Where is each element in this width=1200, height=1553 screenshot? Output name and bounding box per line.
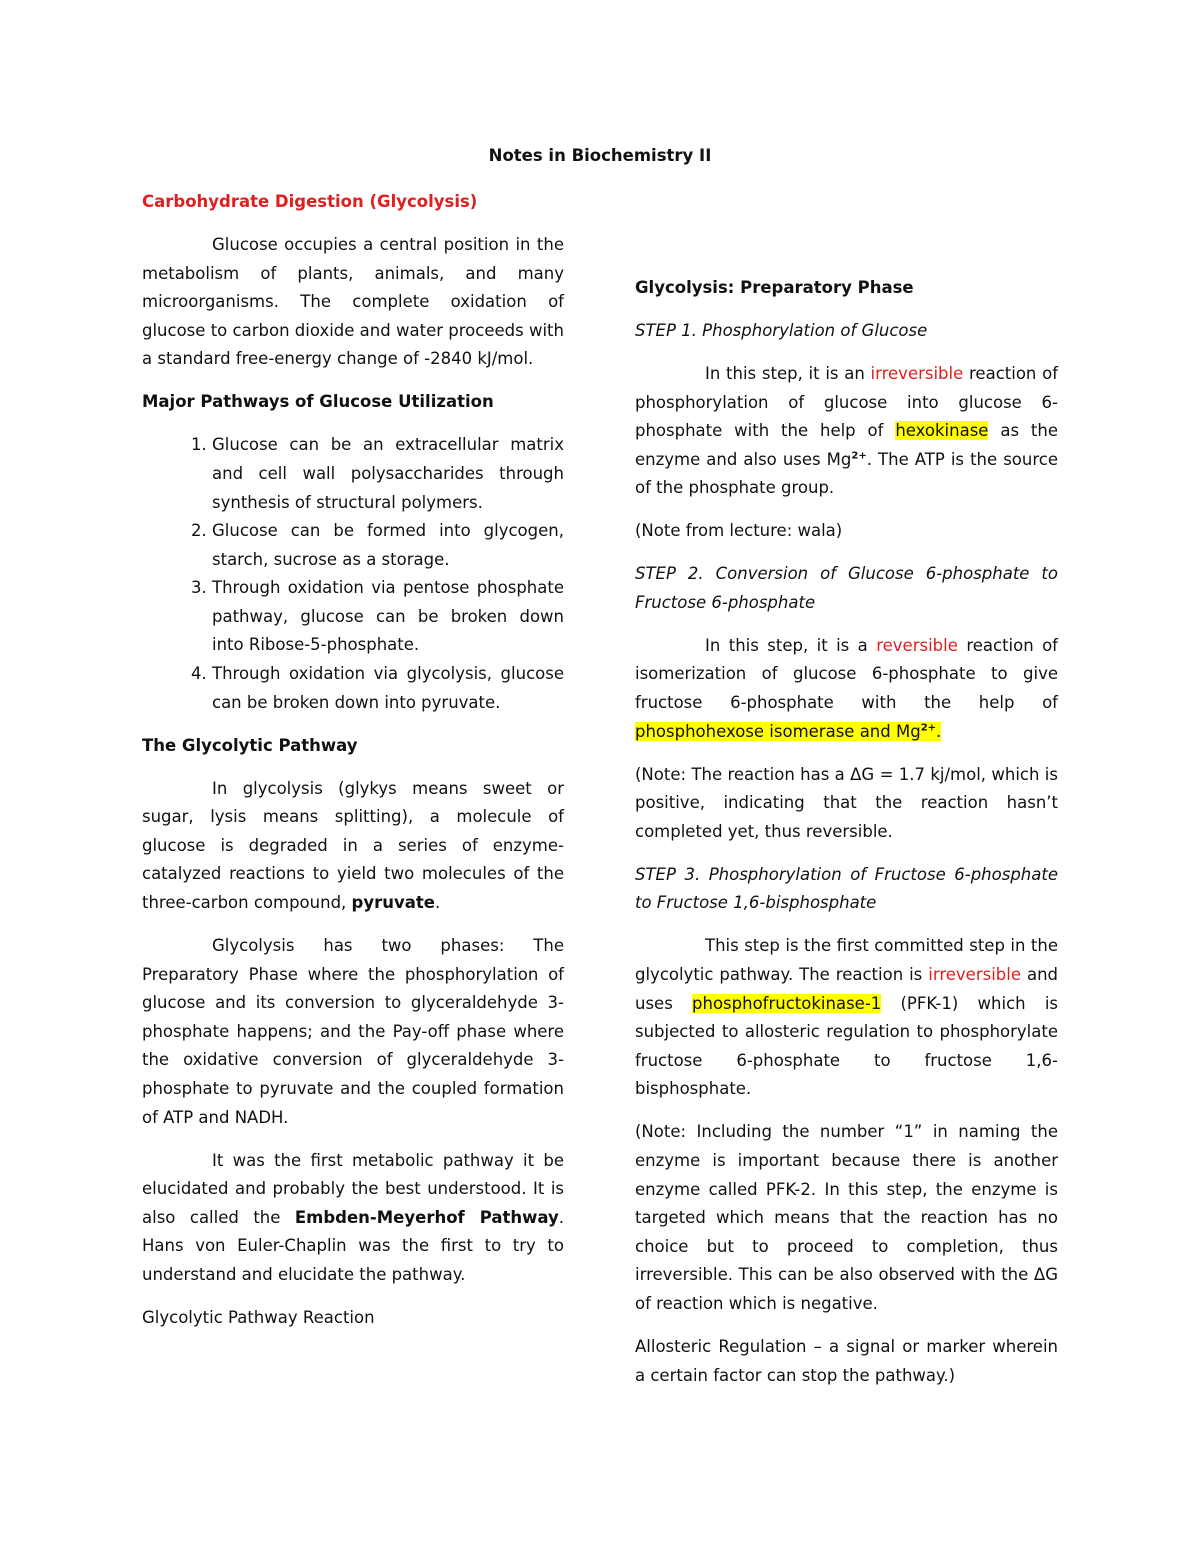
paragraph-end: . bbox=[434, 893, 441, 913]
history-paragraph bbox=[142, 1147, 564, 1290]
superscript: 2+ bbox=[920, 722, 937, 734]
step1-paragraph bbox=[635, 360, 1058, 503]
highlighted-term: hexokinase bbox=[895, 421, 989, 441]
major-pathways-list bbox=[142, 431, 564, 717]
major-pathways-heading: Major Pathways of Glucose Utilization bbox=[142, 392, 494, 412]
paragraph-text: reaction of isomerization of glucose 6-phosphate to give fructose 6-phosphate with the help of bbox=[635, 635, 1058, 713]
glycolytic-pathway-heading: The Glycolytic Pathway bbox=[142, 735, 358, 755]
step2-note: (Note: The reaction has a ΔG = 1.7 kj/mol, which is positive, indicating that the reaction hasn’t completed yet, thus reversible. bbox=[635, 764, 1058, 841]
allosteric-regulation-note: Allosteric Regulation – a signal or marker wherein a certain factor can stop the pathway.) bbox=[635, 1336, 1058, 1385]
paragraph-text: In this step, it is an bbox=[705, 363, 865, 383]
highlighted-term bbox=[635, 722, 941, 741]
list-item: 4. Through oxidation via glycolysis, glucose can be broken down into pyruvate. bbox=[212, 660, 564, 717]
list-item: 1. Glucose can be an extracellular matrix and cell wall polysaccharides through synthesis of structural polymers. bbox=[212, 431, 564, 517]
step3-title: STEP 3. Phosphorylation of Fructose 6-phosphate to Fructose 1,6-bisphosphate bbox=[635, 864, 1058, 913]
paragraph-text: It was the first metabolic pathway it be elucidated and probably the best understood. It is also called the bbox=[142, 1150, 564, 1227]
glycolysis-definition-paragraph bbox=[142, 775, 564, 918]
step3-note: (Note: Including the number “1” in naming the enzyme is important because there is another enzyme called PFK-2. In this step, the enzyme is targeted which means that the reaction has no choice but to proceed to completion, thus irreversible. This can be also observed with the ΔG of reaction which is negative. bbox=[635, 1122, 1058, 1313]
glycolysis-phases-paragraph: Glycolysis has two phases: The Preparatory Phase where the phosphorylation of glucose and its conversion to glyceraldehyde 3-phosphate happens; and the Pay-off phase where the oxidative conversion of glyceraldehyde 3-phosphate to pyruvate and the coupled formation of ATP and NADH. bbox=[142, 936, 564, 1127]
preparatory-phase-heading: Glycolysis: Preparatory Phase bbox=[635, 278, 914, 297]
red-term: reversible bbox=[876, 635, 958, 655]
list-item: 2. Glucose can be formed into glycogen, starch, sucrose as a storage. bbox=[212, 517, 564, 574]
paragraph-text: (PFK-1) which is subjected to allosteric regulation to phosphorylate fructose 6-phosphate to fructose 1,6-bisphosphate. bbox=[635, 993, 1059, 1099]
paragraph-text: and uses bbox=[635, 965, 1059, 1013]
paragraph-text: In this step, it is a bbox=[705, 635, 868, 655]
red-term: irreversible bbox=[870, 363, 964, 383]
paragraph-end: . The ATP is the source of the phosphate group. bbox=[635, 449, 1058, 498]
superscript: 2+ bbox=[851, 450, 867, 462]
highlighted-text: phosphohexose isomerase and Mg bbox=[635, 721, 921, 741]
step1-title: STEP 1. Phosphorylation of Glucose bbox=[635, 320, 928, 340]
left-column bbox=[142, 188, 564, 1333]
section-heading: Carbohydrate Digestion (Glycolysis) bbox=[142, 192, 478, 211]
step3-paragraph bbox=[635, 932, 1058, 1104]
step2-paragraph bbox=[635, 632, 1058, 746]
bold-term: pyruvate bbox=[351, 893, 435, 913]
paragraph-text: This step is the first committed step in the glycolytic pathway. The reaction is bbox=[635, 936, 1058, 984]
step2-title: STEP 2. Conversion of Glucose 6-phosphate to Fructose 6-phosphate bbox=[635, 564, 1058, 612]
paragraph-text: as the enzyme and also uses Mg bbox=[635, 421, 1059, 469]
reaction-label: Glycolytic Pathway Reaction bbox=[142, 1307, 375, 1327]
paragraph-text: reaction of phosphorylation of glucose into glucose 6-phosphate with the help of bbox=[635, 363, 1059, 441]
right-column bbox=[635, 274, 1058, 1390]
list-item: 3. Through oxidation via pentose phosphate pathway, glucose can be broken down into Ribose-5-phosphate. bbox=[212, 574, 564, 660]
step1-note: (Note from lecture: wala) bbox=[635, 521, 843, 541]
highlighted-end: . bbox=[936, 721, 942, 741]
paragraph-end: . Hans von Euler-Chaplin was the first to try to understand and elucidate the pathway. bbox=[142, 1207, 564, 1284]
intro-paragraph: Glucose occupies a central position in the metabolism of plants, animals, and many microorganisms. The complete oxidation of glucose to carbon dioxide and water proceeds with a standard free-energy change of -2840 kJ/mol. bbox=[142, 234, 564, 369]
highlighted-term: phosphofructokinase-1 bbox=[692, 993, 882, 1013]
paragraph-text: In glycolysis (glykys means sweet or sugar, lysis means splitting), a molecule of glucose is degraded in a series of enzyme-catalyzed reactions to yield two molecules of the three-carbon compound, bbox=[142, 778, 564, 913]
document-title: Notes in Biochemistry II bbox=[488, 146, 712, 165]
bold-term: Embden-Meyerhof Pathway bbox=[294, 1207, 559, 1227]
red-term: irreversible bbox=[928, 965, 1021, 984]
